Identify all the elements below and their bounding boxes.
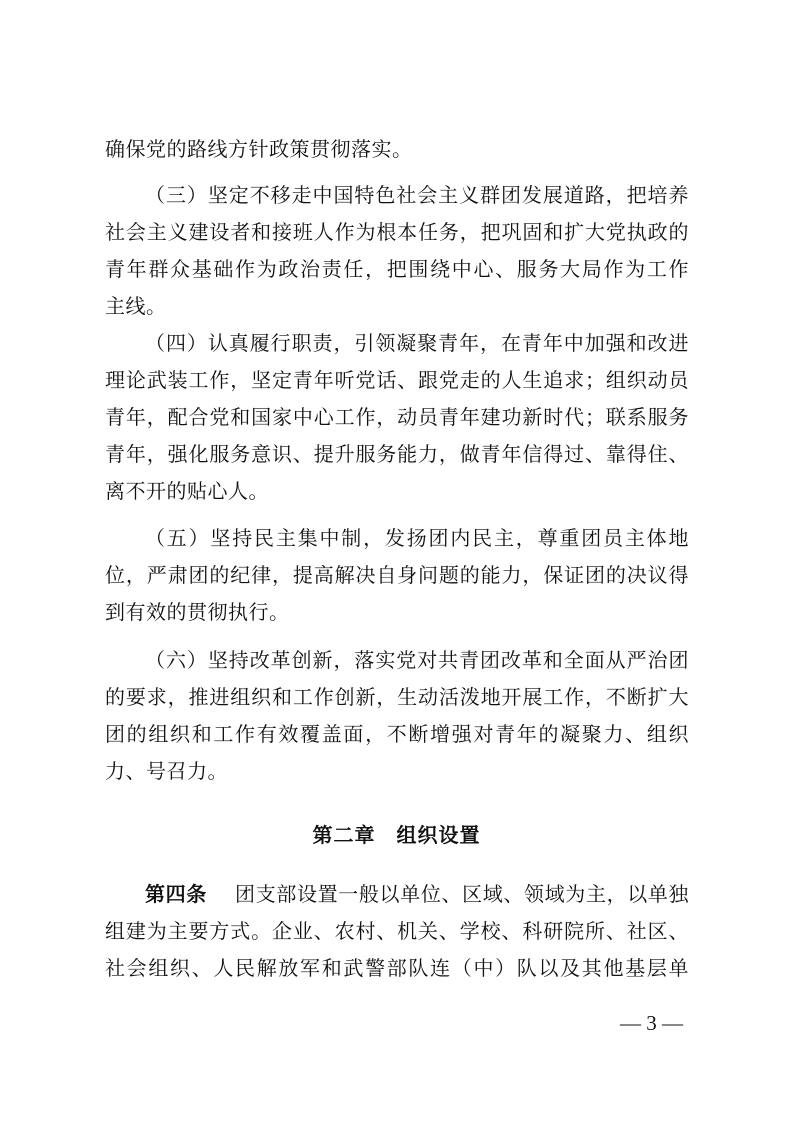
text-line: 的要求，推进组织和工作创新，生动活泼地开展工作，不断扩大	[105, 685, 689, 709]
text-line: 团的组织和工作有效覆盖面，不断增强对青年的凝聚力、组织	[105, 722, 689, 746]
text-line: 到有效的贯彻执行。	[105, 600, 290, 624]
text-line: 力、号召力。	[105, 759, 228, 783]
text-line: （四）认真履行职责，引领凝聚青年，在青年中加强和改进	[145, 331, 689, 355]
article-text: 团支部设置一般以单位、区域、领域为主，以单独	[234, 882, 690, 906]
text-line: 青年群众基础作为政治责任，把围绕中心、服务大局作为工作	[105, 257, 689, 281]
text-line: （六）坚持改革创新，落实党对共青团改革和全面从严治团	[145, 648, 689, 672]
text-line: 青年，强化服务意识、提升服务能力，做青年信得过、靠得住、	[105, 442, 689, 466]
chapter-title: 第二章 组织设置	[312, 823, 481, 847]
text-line: 离不开的贴心人。	[105, 479, 269, 503]
text-line: 主线。	[105, 294, 167, 318]
text-line: 位，严肃团的纪律，提高解决自身问题的能力，保证团的决议得	[105, 563, 689, 587]
text-line: 组建为主要方式。企业、农村、机关、学校、科研院所、社区、	[105, 919, 689, 943]
text-line: 社会主义建设者和接班人作为根本任务，把巩固和扩大党执政的	[105, 220, 689, 244]
text-line: 社会组织、人民解放军和武警部队连（中）队以及其他基层单	[105, 956, 689, 980]
article-first-line	[145, 881, 689, 907]
text-line: （三）坚定不移走中国特色社会主义群团发展道路，把培养	[145, 183, 689, 207]
page-number: — 3 —	[620, 1011, 683, 1035]
text-line: 确保党的路线方针政策贯彻落实。	[105, 137, 413, 161]
text-line: （五）坚持民主集中制，发扬团内民主，尊重团员主体地	[145, 526, 689, 550]
text-line: 青年，配合党和国家中心工作，动员青年建功新时代；联系服务	[105, 405, 689, 429]
article-label: 第四条	[145, 882, 207, 906]
text-line: 理论武装工作，坚定青年听党话、跟党走的人生追求；组织动员	[105, 368, 689, 392]
